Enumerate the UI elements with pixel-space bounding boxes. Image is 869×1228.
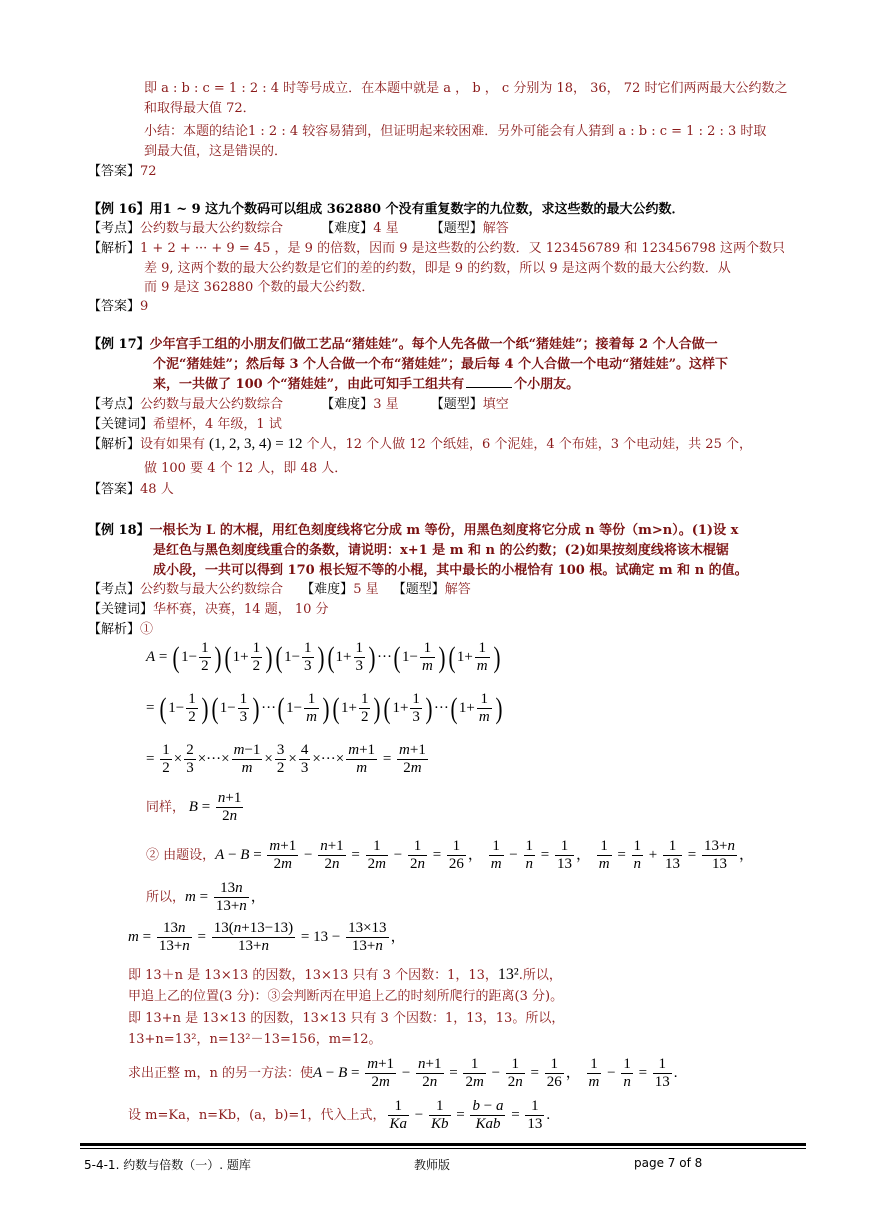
footer-page-number: page 7 of 8 bbox=[634, 1156, 703, 1170]
text-part: 求出正整 m，n 的另一方法：使 bbox=[128, 1065, 313, 1081]
answer-tag: 【答案】 bbox=[88, 299, 141, 314]
equation-Ka: 设 m=Ka，n=Kb，(a，b)=1，代入上式， $\frac{1}{Ka}$ − $\frac{1}{Kb}$ = $\frac{b - a}{\text{Kab}}$ = $\frac{1}{13}$ . bbox=[128, 1098, 551, 1132]
example-17-question bbox=[88, 336, 718, 353]
text-so: 所以， bbox=[146, 889, 186, 905]
analysis-line bbox=[88, 436, 752, 453]
question-text-part: 个小朋友。 bbox=[514, 377, 580, 392]
answer-line bbox=[88, 481, 174, 498]
equation-A-line2: = ( 1− $\frac{1}{2}$ ) ( 1− $\frac{1}{3}$ ) ···( 1− $\frac{1}{m}$ ) ( 1+ $\frac{1}{2}$ ) ( 1+ $\frac{1}{3}$ ) ···( 1+ $\frac{1}{m}$ ) bbox=[146, 691, 503, 725]
kaodian-tag: 【考点】 bbox=[88, 221, 141, 236]
kaodian-value: 公约数与最大公约数综合 bbox=[140, 221, 284, 236]
example-tag: 【例 18】 bbox=[88, 523, 150, 538]
step-marker: ① bbox=[140, 622, 154, 637]
analysis-tag: 【解析】 bbox=[88, 241, 141, 256]
text-part: .所以， bbox=[518, 968, 562, 983]
keyword-tag: 【关键词】 bbox=[88, 417, 154, 432]
equation-A-line1: A = ( 1− $\frac{1}{2}$ ) ( 1+ $\frac{1}{2}$ ) ( 1− $\frac{1}{3}$ ) ( 1+ $\frac{1}{3}$ ) ···( 1− $\frac{1}{m}$ ) ( 1+ $\frac{1}{m}$ ) bbox=[146, 640, 501, 674]
analysis-text: 1 + 2 + ··· + 9 = 45 ，是 9 的倍数，因而 9 是这些数的公约数．又 123456789 和 123456798 这两个数只 bbox=[140, 241, 786, 256]
text-part: 即 13＋n 是 13×13 的因数，13×13 只有 3 个因数：1，13， bbox=[128, 968, 498, 983]
question-text: 成小段，一共可以得到 170 根长短不等的小棍，其中最长的小棍恰有 100 根。试确定 m 和 n 的值。 bbox=[153, 563, 748, 578]
equation-step2: ② 由题设，A − B = $\frac{m+1}{2m}$ − $\frac{n+1}{2n}$ = $\frac{1}{2m}$ − $\frac{1}{2n}$ = $\frac{1}{26}$ ， $\frac{1}{m}$ − $\frac{1}{n}$ = $\frac{1}{13}$ ， $\frac{1}{m}$ = $\frac{1}{n}$ + $\frac{1}{13}$ = $\frac{13+n}{13}$ ， bbox=[146, 838, 754, 872]
keyword-line bbox=[88, 601, 329, 618]
example-16-question bbox=[88, 201, 685, 218]
gcd-expression: (1, 2, 3, 4) = 12 bbox=[209, 436, 303, 452]
question-text: 用1 ~ 9 这九个数码可以组成 362880 个没有重复数字的九位数，求这些数的最大公约数． bbox=[149, 202, 685, 217]
question-text: 是红色与黑色刻度线重合的条数，请说明：x+1 是 m 和 n 的公约数；(2)如果按刻度线将该木棍锯 bbox=[153, 543, 729, 558]
text-line: 做 100 要 4 个 12 人，即 48 人． bbox=[144, 461, 348, 476]
difficulty-value: 5 星 bbox=[353, 582, 379, 597]
difficulty-value: 4 星 bbox=[373, 221, 399, 236]
kaodian-tag: 【考点】 bbox=[88, 397, 141, 412]
keyword-tag: 【关键词】 bbox=[88, 602, 154, 617]
type-value: 填空 bbox=[482, 397, 509, 412]
equation-A-line3: = $\frac{1}{2}$ × $\frac{2}{3}$ ×···× $\frac{m-1}{m}$ × $\frac{3}{2}$ × $\frac{4}{3}$ ×···× $\frac{m+1}{m}$ = $\frac{m+1}{2m}$ bbox=[146, 742, 426, 776]
type-tag: 【题型】 bbox=[430, 397, 483, 412]
analysis-text: 个人，12 个人做 12 个纸娃，6 个泥娃，4 个布娃，3 个电动娃，共 25 个， bbox=[306, 437, 752, 452]
equation-m1: 所以，m = $\frac{13n}{13+n}$ ， bbox=[146, 880, 266, 914]
analysis-text: 设有如果有 bbox=[140, 437, 206, 452]
text-line: 13+n=13²，n=13²－13=156，m=12。 bbox=[128, 1032, 382, 1047]
text-line: 即 13+n 是 13×13 的因数，13×13 只有 3 个因数：1，13，13。所以， bbox=[128, 1011, 565, 1026]
question-text-part: 来，一共做了 100 个“猪娃娃”，由此可知手工组共有 bbox=[153, 377, 465, 392]
example-tag: 【例 17】 bbox=[88, 337, 150, 352]
meta-line bbox=[88, 220, 509, 237]
difficulty-tag: 【难度】 bbox=[321, 221, 374, 236]
text-line: 即 a : b : c = 1 : 2 : 4 时等号成立．在本题中就是 a ， b ， c 分别为 18， 36， 72 时它们两两最大公约数之 bbox=[144, 81, 788, 96]
footer-rule-thin bbox=[80, 1148, 806, 1149]
difficulty-tag: 【难度】 bbox=[321, 397, 374, 412]
analysis-tag: 【解析】 bbox=[88, 437, 141, 452]
kaodian-tag: 【考点】 bbox=[88, 582, 141, 597]
kaodian-value: 公约数与最大公约数综合 bbox=[140, 397, 284, 412]
question-text: 个泥“猪娃娃”；然后每 3 个人合做一个布“猪娃娃”；最后每 4 个人合做一个电动“猪娃娃”。这样下 bbox=[153, 357, 729, 372]
text-line: 差 9, 这两个数的最大公约数是它们的差的约数，即是 9 的约数，所以 9 是这两个数的最大公约数．从 bbox=[144, 261, 731, 276]
text-line: 而 9 是这 362880 个数的最大公约数． bbox=[144, 280, 375, 295]
footer-center: 教师版 bbox=[414, 1158, 451, 1172]
answer-tag: 【答案】 bbox=[88, 164, 141, 179]
meta-line bbox=[88, 396, 509, 413]
difficulty-tag: 【难度】 bbox=[301, 582, 354, 597]
question-text: 一根长为 L 的木棍，用红色刻度线将它分成 m 等份，用黑色刻度将它分成 n 等份（m>n）。(1)设 x bbox=[149, 523, 739, 538]
footer-left: 5-4-1. 约数与倍数（一）. 题库 bbox=[84, 1158, 251, 1172]
answer-value: 72 bbox=[140, 164, 157, 179]
answer-line bbox=[88, 298, 148, 315]
answer-line bbox=[88, 163, 157, 180]
text-line: 到最大值，这是错误的． bbox=[144, 144, 288, 159]
example-tag: 【例 16】 bbox=[88, 202, 150, 217]
type-tag: 【题型】 bbox=[392, 582, 445, 597]
example-18-question bbox=[88, 522, 738, 539]
step2-text: ② 由题设， bbox=[146, 847, 216, 863]
meta-line bbox=[88, 581, 471, 598]
text-line: 小结：本题的结论1 : 2 : 4 较容易猜到，但证明起来较困难．另外可能会有人猜到 a : b : c = 1 : 2 : 3 时取 bbox=[144, 124, 767, 139]
text-line: 和取得最大值 72． bbox=[144, 101, 256, 116]
question-text: 少年宫手工组的小朋友们做工艺品“猪娃娃”。每个人先各做一个纸“猪娃娃”；接着每 2 个人合做一 bbox=[149, 337, 718, 352]
text-line: 甲追上乙的位置(3 分)：③会判断丙在甲追上乙的时刻所爬行的距离(3 分)。 bbox=[128, 989, 564, 1004]
kaodian-value: 公约数与最大公约数综合 bbox=[140, 582, 284, 597]
equation-m2: m = $\frac{13n}{13+n}$ = $\frac{13(n+13-13)}{13+n}$ = 13 − $\frac{13\times 13}{13+n}$ ， bbox=[128, 920, 406, 954]
keyword-value: 希望杯，4 年级，1 试 bbox=[153, 417, 282, 432]
answer-value: 9 bbox=[140, 299, 149, 314]
type-value: 解答 bbox=[482, 221, 509, 236]
answer-blank bbox=[466, 387, 512, 388]
text-same: 同样， bbox=[146, 799, 186, 815]
type-value: 解答 bbox=[444, 582, 471, 597]
equation-method2: 求出正整 m，n 的另一方法：使A − B = $\frac{m+1}{2m}$ − $\frac{n+1}{2n}$ = $\frac{1}{2m}$ − $\frac{1}{2n}$ = $\frac{1}{26}$ ， $\frac{1}{m}$ − $\frac{1}{n}$ = $\frac{1}{13}$ . bbox=[128, 1056, 678, 1090]
answer-tag: 【答案】 bbox=[88, 482, 141, 497]
analysis-line bbox=[88, 621, 153, 638]
keyword-line bbox=[88, 416, 282, 433]
type-tag: 【题型】 bbox=[430, 221, 483, 236]
analysis-line bbox=[88, 240, 785, 257]
question-text bbox=[153, 376, 579, 393]
power-term: 13² bbox=[497, 966, 519, 983]
text-part: 设 m=Ka，n=Kb，(a，b)=1，代入上式， bbox=[128, 1107, 386, 1123]
difficulty-value: 3 星 bbox=[373, 397, 399, 412]
text-line bbox=[128, 966, 562, 984]
equation-B: 同样， B = $\frac{n+1}{2n}$ bbox=[146, 790, 242, 824]
analysis-tag: 【解析】 bbox=[88, 622, 141, 637]
answer-value: 48 人 bbox=[140, 482, 174, 497]
keyword-value: 华杯赛，决赛，14 题， 10 分 bbox=[153, 602, 329, 617]
footer-rule bbox=[80, 1143, 806, 1146]
